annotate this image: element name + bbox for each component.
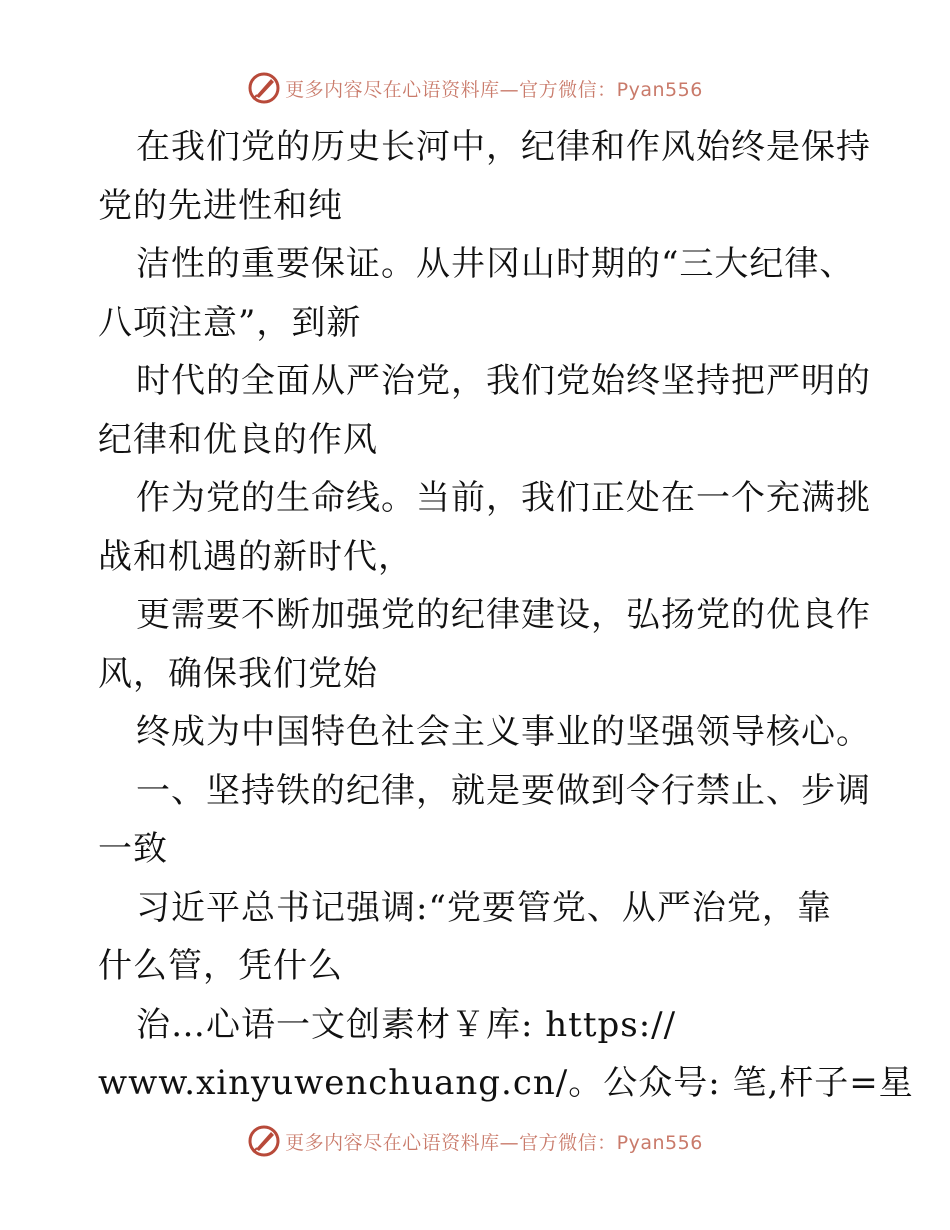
header-text: 更多内容尽在心语资料库—官方微信：Pyan556 [285,78,703,101]
text-line: 时代的全面从严治党，我们党始终坚持把严明的 [136,361,871,401]
text-line: 治…心语一文创素材￥库: https:// [136,1004,677,1045]
text-line: 什么管，凭什么 [98,946,343,986]
text-line: 更需要不断加强党的纪律建设，弘扬党的优良作 [136,595,871,635]
footer-banner [0,1121,950,1161]
footer-text: 更多内容尽在心语资料库—官方微信：Pyan556 [285,1131,703,1154]
text-line: www.xinyuwenchuang.cn/。公众号: 笔,杆子=星 [98,1063,914,1103]
text-line: 党的先进性和纯 [98,185,343,226]
text-line: 战和机遇的新时代， [98,536,413,577]
document-body [98,118,914,1113]
text-line: 八项注意”，到新 [98,302,362,343]
text-line: 作为党的生命线。当前，我们正处在一个充满挑 [136,478,871,518]
text-line: 终成为中国特色社会主义事业的坚强领导核心。 [136,712,871,752]
text-line: 洁性的重要保证。从井冈山时期的“三大纪律、 [136,244,855,284]
text-line: 习近平总书记强调:“党要管党、从严治党，靠 [136,887,832,928]
quill-pen-logo-icon [247,71,281,105]
text-line: 一、坚持铁的纪律，就是要做到令行禁止、步调 [136,770,871,811]
quill-pen-logo-icon [247,1124,281,1158]
text-line: 在我们党的历史长河中，纪律和作风始终是保持 [136,127,871,167]
text-line: 风，确保我们党始 [98,653,378,694]
text-line: 一致 [98,829,168,869]
text-line: 纪律和优良的作风 [98,419,378,460]
header-banner [0,68,950,108]
